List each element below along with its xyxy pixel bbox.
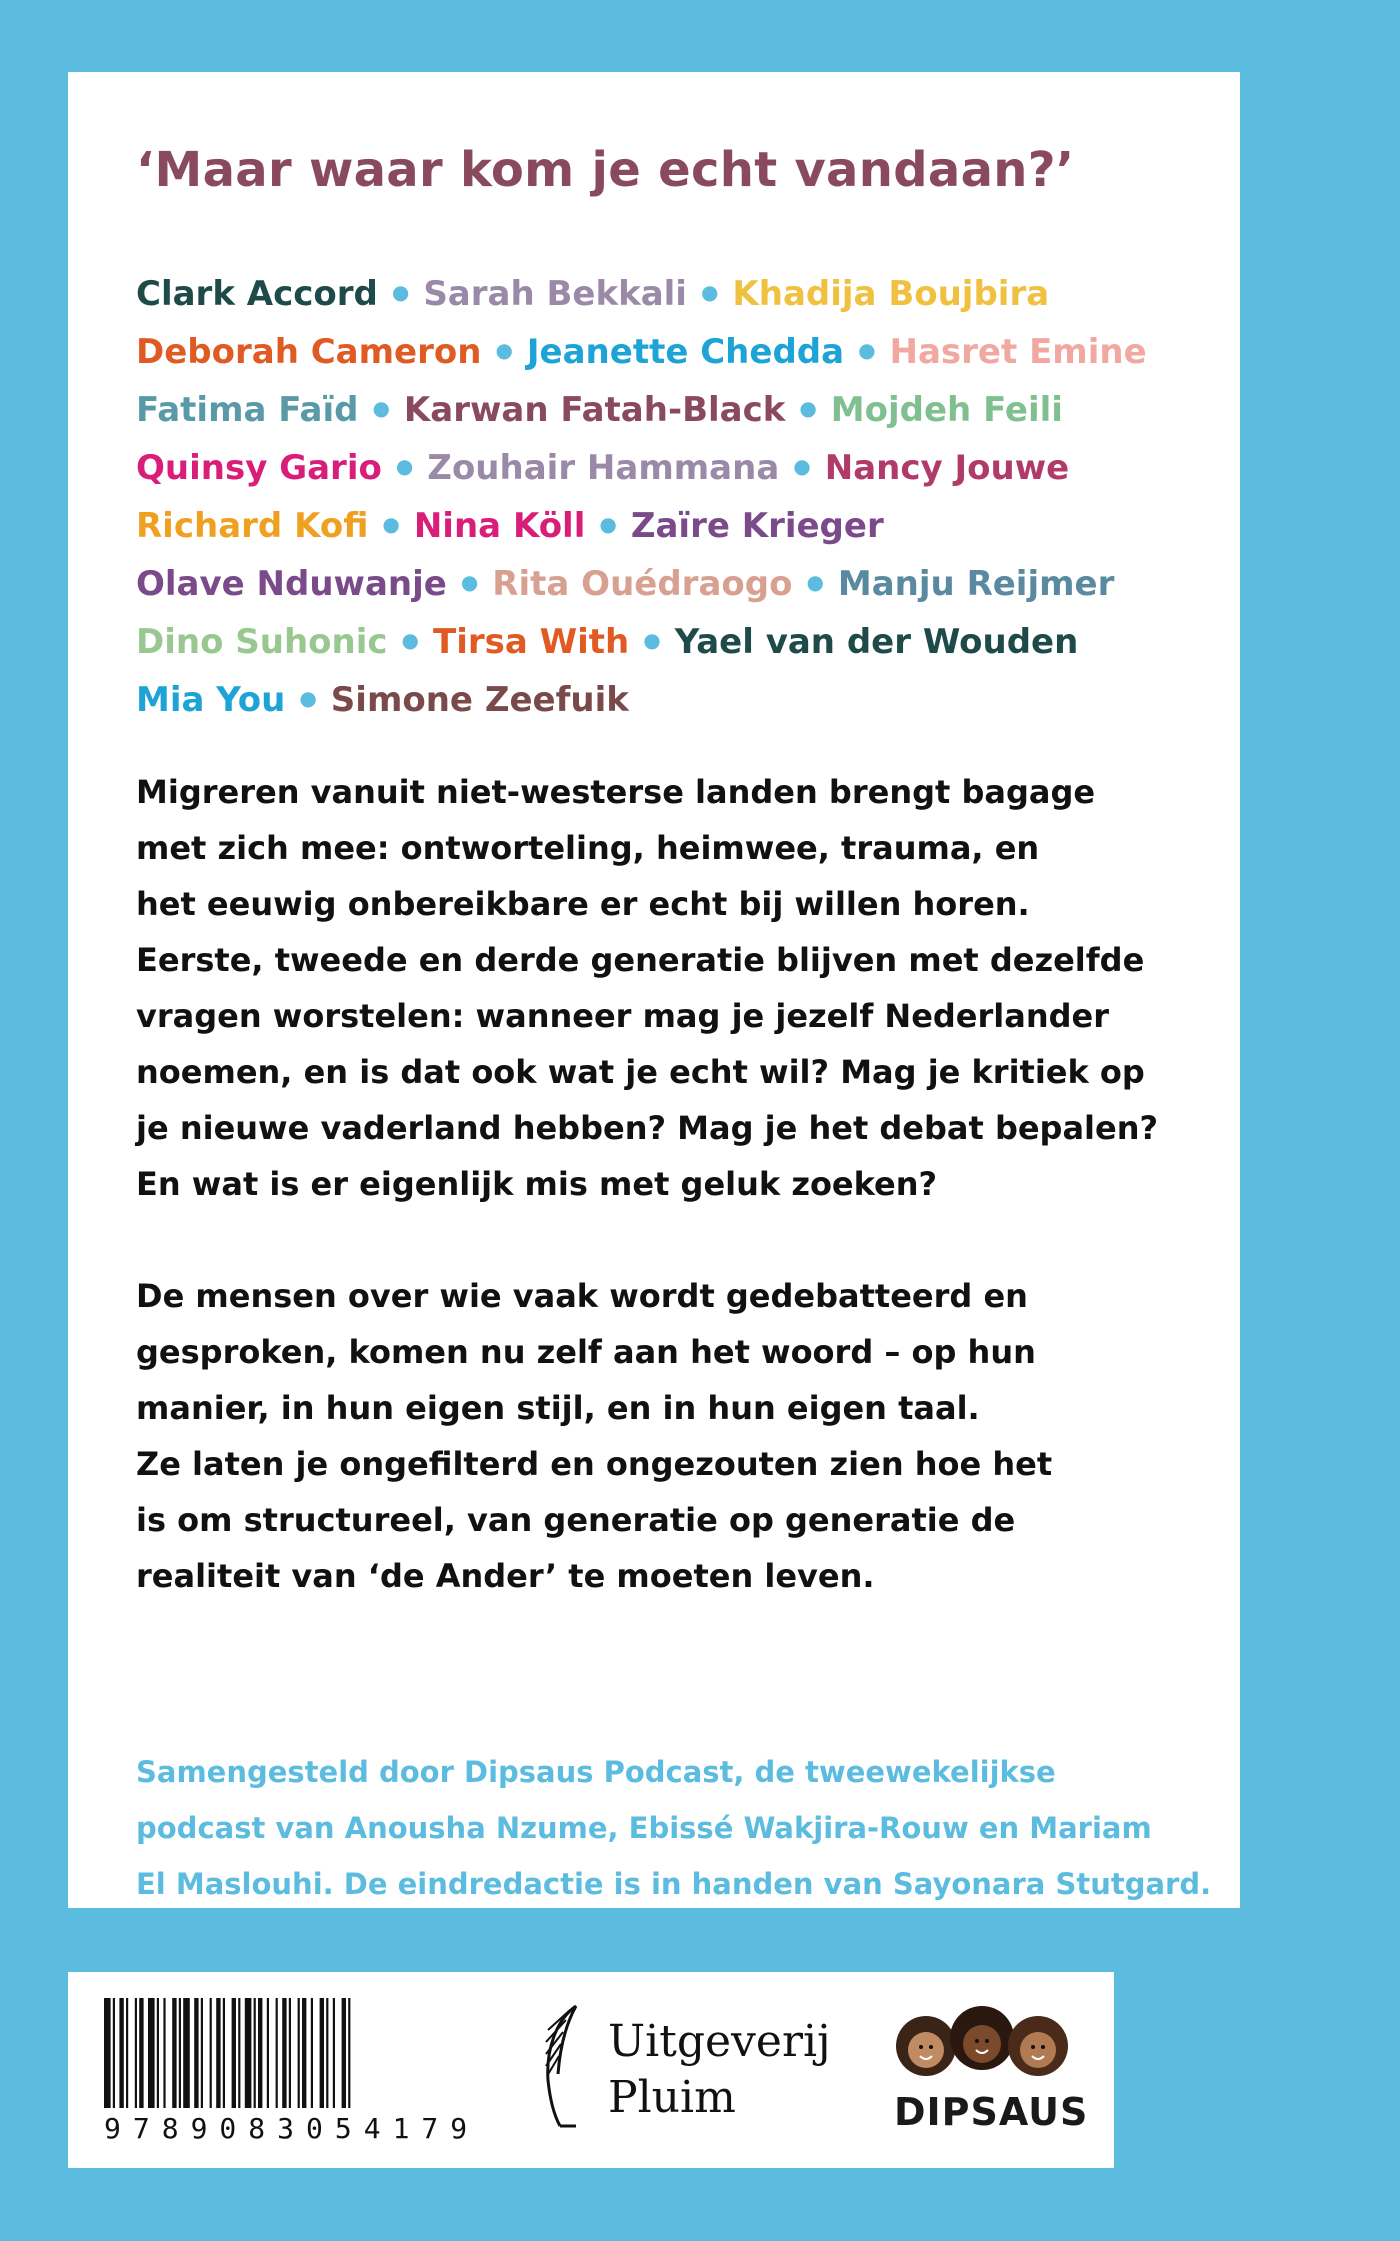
separator-dot: ● — [806, 570, 824, 594]
blurb-line: je nieuwe vaderland hebben? Mag je het debat bepalen? — [136, 1109, 1159, 1147]
barcode-logo-box — [68, 1972, 1114, 2168]
author-name: Yael van der Wouden — [674, 622, 1079, 662]
barcode-bar — [139, 1998, 143, 2108]
blurb-line: manier, in hun eigen stijl, en in hun eigen taal. — [136, 1389, 980, 1427]
author-row — [136, 554, 1196, 612]
blurb-line: met zich mee: ontworteling, heimwee, trauma, en — [136, 829, 1040, 867]
barcode-bar — [298, 1998, 300, 2108]
author-name: Hasret Emine — [889, 332, 1147, 372]
barcode — [100, 1998, 480, 2108]
blurb-line: gesproken, komen nu zelf aan het woord – op hun — [136, 1333, 1036, 1371]
blurb-line: is om structureel, van generatie op generatie de — [136, 1501, 1016, 1539]
barcode-bar — [223, 1998, 225, 2108]
author-row — [136, 670, 1196, 728]
author-row — [136, 380, 1196, 438]
credits-line: Samengesteld door Dipsaus Podcast, de tweewekelijkse — [136, 1755, 1056, 1789]
author-name: Manju Reijmer — [837, 564, 1115, 604]
barcode-bar — [104, 1998, 111, 2108]
barcode-bar — [245, 1998, 252, 2108]
separator-dot: ● — [460, 570, 479, 594]
author-name: Khadija Boujbira — [732, 274, 1050, 314]
barcode-bar — [163, 1998, 165, 2108]
author-name: Clark Accord — [136, 274, 378, 314]
barcode-bar — [342, 1998, 346, 2108]
isbn-number: 9789083054179 — [104, 2112, 480, 2145]
barcode-bar — [113, 1998, 115, 2108]
author-name: Fatima Faïd — [136, 390, 359, 430]
dipsaus-wordmark: DIPSAUS — [894, 2090, 1089, 2134]
barcode-bar — [311, 1998, 313, 2108]
publisher-name-line-1: Uitgeverij — [608, 2016, 831, 2067]
author-name: Mojdeh Feili — [830, 390, 1063, 430]
separator-dot: ● — [401, 628, 419, 652]
publisher-logo — [608, 2014, 831, 2126]
barcode-bar — [320, 1998, 324, 2108]
book-tagline: ‘Maar waar kom je echt vandaan?’ — [136, 142, 1075, 198]
blurb-line: En wat is er eigenlijk mis met geluk zoeken? — [136, 1165, 938, 1203]
separator-dot: ● — [599, 512, 617, 536]
barcode-bar — [333, 1998, 335, 2108]
barcode-bar — [148, 1998, 155, 2108]
barcode-bar — [348, 1998, 350, 2108]
separator-dot: ● — [299, 686, 317, 710]
author-name: Zouhair Hammana — [427, 448, 780, 488]
author-row — [136, 612, 1196, 670]
author-name: Dino Suhonic — [136, 622, 388, 662]
separator-dot: ● — [372, 396, 390, 420]
separator-dot: ● — [793, 454, 811, 478]
separator-dot: ● — [495, 338, 513, 362]
author-name: Jeanette Chedda — [526, 332, 845, 372]
barcode-bar — [119, 1998, 123, 2108]
separator-dot: ● — [858, 338, 876, 362]
barcode-bar — [232, 1998, 236, 2108]
author-name: Quinsy Gario — [136, 448, 382, 488]
quill-pen-icon — [536, 2000, 596, 2130]
barcode-bar — [282, 1998, 286, 2108]
separator-dot: ● — [395, 454, 414, 478]
blurb-paragraph-1 — [136, 764, 1196, 1212]
author-name: Nancy Jouwe — [824, 448, 1070, 488]
publisher-name-line-2: Pluim — [608, 2072, 736, 2123]
author-name: Simone Zeefuik — [330, 680, 629, 720]
author-name: Nina Köll — [413, 506, 586, 546]
author-row — [136, 438, 1196, 496]
blurb-paragraph-2 — [136, 1268, 1196, 1604]
blurb-line: Eerste, tweede en derde generatie blijven met dezelfde — [136, 941, 1145, 979]
author-row — [136, 264, 1196, 322]
barcode-bar — [302, 1998, 306, 2108]
barcode-bar — [216, 1998, 220, 2108]
separator-dot: ● — [391, 280, 410, 304]
barcode-bar — [289, 1998, 291, 2108]
compiled-by-credits — [136, 1744, 1211, 1912]
barcode-bar — [201, 1998, 203, 2108]
barcode-bar — [157, 1998, 159, 2108]
barcode-bar — [326, 1998, 328, 2108]
barcode-bar — [135, 1998, 137, 2108]
barcode-bar — [210, 1998, 212, 2108]
barcode-bar — [172, 1998, 176, 2108]
separator-dot: ● — [700, 280, 719, 304]
barcode-bar — [194, 1998, 198, 2108]
separator-dot: ● — [382, 512, 400, 536]
barcode-bar — [179, 1998, 181, 2108]
blurb-line: Migreren vanuit niet-westerse landen brengt bagage — [136, 773, 1096, 811]
author-name: Rita Ouédraogo — [492, 564, 793, 604]
author-name: Deborah Cameron — [136, 332, 482, 372]
author-name: Mia You — [136, 680, 286, 720]
blurb-line: noemen, en is dat ook wat je echt wil? Mag je kritiek op — [136, 1053, 1145, 1091]
author-name: Richard Kofi — [136, 506, 369, 546]
credits-line: podcast van Anousha Nzume, Ebissé Wakjira-Rouw en Mariam — [136, 1811, 1152, 1845]
author-list — [136, 264, 1196, 728]
barcode-bar — [254, 1998, 256, 2108]
barcode-bar — [267, 1998, 269, 2108]
blurb-line: Ze laten je ongefilterd en ongezouten zien hoe het — [136, 1445, 1053, 1483]
separator-dot: ● — [799, 396, 817, 420]
author-name: Olave Nduwanje — [136, 564, 447, 604]
blurb-line: vragen worstelen: wanneer mag je jezelf Nederlander — [136, 997, 1110, 1035]
author-row — [136, 496, 1196, 554]
barcode-bar — [258, 1998, 262, 2108]
barcode-bar — [126, 1998, 128, 2108]
blurb-line: De mensen over wie vaak wordt gedebatteerd en — [136, 1277, 1028, 1315]
barcode-bar — [183, 1998, 190, 2108]
blurb-line: het eeuwig onbereikbare er echt bij willen horen. — [136, 885, 1030, 923]
author-name: Zaïre Krieger — [630, 506, 884, 546]
blurb-line: realiteit van ‘de Ander’ te moeten leven. — [136, 1557, 875, 1595]
author-name: Karwan Fatah-Black — [403, 390, 786, 430]
barcode-bar — [276, 1998, 278, 2108]
barcode-bar — [238, 1998, 240, 2108]
separator-dot: ● — [643, 628, 661, 652]
author-name: Tirsa With — [433, 622, 630, 662]
author-name: Sarah Bekkali — [423, 274, 687, 314]
credits-line: El Maslouhi. De eindredactie is in handen van Sayonara Stutgard. — [136, 1867, 1212, 1901]
author-row — [136, 322, 1196, 380]
back-cover-panel — [68, 72, 1240, 1908]
